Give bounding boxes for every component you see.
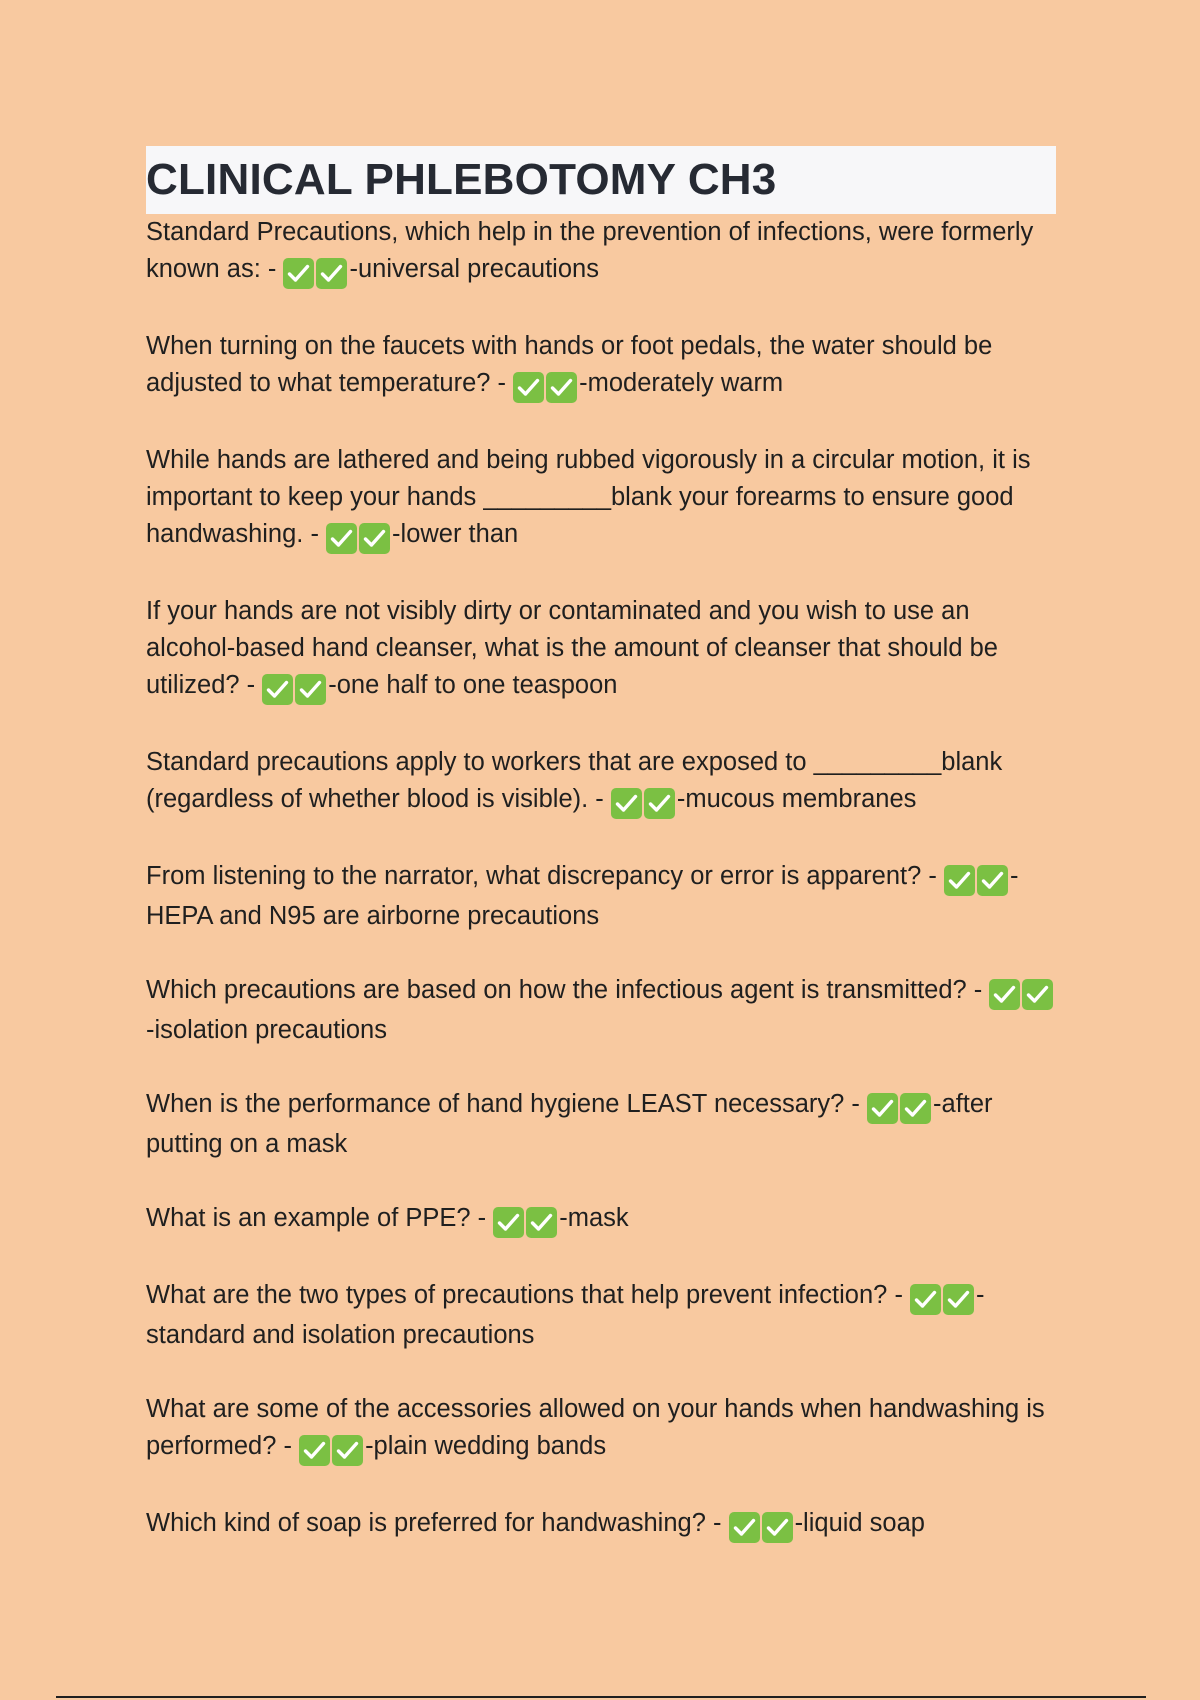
answer-marker	[867, 1089, 933, 1126]
check-mark-icon	[316, 258, 347, 289]
qa-item	[146, 1086, 1056, 1163]
title-bar	[146, 146, 1056, 214]
answer-text: -isolation precautions	[146, 1016, 387, 1044]
qa-item	[146, 1200, 1056, 1240]
answer-text: -liquid soap	[794, 1509, 925, 1537]
qa-item	[146, 972, 1056, 1049]
question-text: Standard Precautions, which help in the prevention of infections, were formerly known as: -	[146, 218, 1034, 283]
qa-item	[146, 1277, 1056, 1354]
answer-marker	[729, 1508, 795, 1545]
check-mark-icon	[283, 258, 314, 289]
check-mark-icon	[332, 1435, 363, 1466]
qa-item	[146, 214, 1056, 291]
check-mark-icon	[900, 1093, 931, 1124]
check-mark-icon	[513, 372, 544, 403]
question-text: Which kind of soap is preferred for handwashing? -	[146, 1509, 729, 1537]
question-text: From listening to the narrator, what discrepancy or error is apparent? -	[146, 862, 944, 890]
qa-item	[146, 593, 1056, 707]
answer-text: -after putting on a mask	[146, 1090, 993, 1158]
question-text: What is an example of PPE? -	[146, 1204, 494, 1232]
answer-text: -mucous membranes	[676, 785, 917, 813]
check-mark-icon	[493, 1207, 524, 1238]
answer-text: -plain wedding bands	[365, 1432, 607, 1460]
qa-item	[146, 1505, 1056, 1545]
qa-item	[146, 328, 1056, 405]
question-text: Which precautions are based on how the infectious agent is transmitted? -	[146, 976, 990, 1004]
answer-marker	[611, 784, 677, 821]
check-mark-icon	[943, 1284, 974, 1315]
check-mark-icon	[262, 674, 293, 705]
qa-item	[146, 744, 1056, 821]
check-mark-icon	[359, 523, 390, 554]
question-text: When turning on the faucets with hands or foot pedals, the water should be adjusted to what temperature? -	[146, 332, 993, 397]
question-text: What are some of the accessories allowed on your hands when handwashing is performed? -	[146, 1395, 1045, 1460]
check-mark-icon	[910, 1284, 941, 1315]
answer-text: -mask	[559, 1204, 629, 1232]
document-page	[146, 146, 1056, 1582]
check-mark-icon	[1022, 979, 1053, 1010]
check-mark-icon	[944, 865, 975, 896]
answer-text: -universal precautions	[349, 255, 599, 283]
answer-marker	[283, 254, 349, 291]
check-mark-icon	[977, 865, 1008, 896]
answer-marker	[944, 861, 1010, 898]
question-text: What are the two types of precautions that help prevent infection? -	[146, 1281, 911, 1309]
question-text: If your hands are not visibly dirty or contaminated and you wish to use an alcohol-based hand cleanser, what is the amount of cleanser that should be utilized? -	[146, 597, 998, 699]
page-title: CLINICAL PHLEBOTOMY CH3	[146, 155, 777, 204]
answer-text: -one half to one teaspoon	[328, 671, 618, 699]
answer-marker	[910, 1280, 976, 1317]
qa-list	[146, 214, 1056, 1545]
check-mark-icon	[644, 788, 675, 819]
qa-item	[146, 442, 1056, 556]
answer-marker	[989, 975, 1055, 1012]
check-mark-icon	[326, 523, 357, 554]
qa-item	[146, 858, 1056, 935]
answer-marker	[262, 670, 328, 707]
question-text: Standard precautions apply to workers that are exposed to _________blank (regardless of whether blood is visible). -	[146, 748, 1003, 813]
check-mark-icon	[867, 1093, 898, 1124]
check-mark-icon	[762, 1512, 793, 1543]
bottom-divider	[56, 1696, 1146, 1698]
question-text: While hands are lathered and being rubbed vigorously in a circular motion, it is important to keep your hands _________blank your forearms to ensure good handwashing. -	[146, 446, 1031, 548]
question-text: When is the performance of hand hygiene LEAST necessary? -	[146, 1090, 868, 1118]
check-mark-icon	[299, 1435, 330, 1466]
answer-text: -standard and isolation precautions	[146, 1281, 985, 1349]
check-mark-icon	[611, 788, 642, 819]
answer-marker	[299, 1431, 365, 1468]
check-mark-icon	[526, 1207, 557, 1238]
check-mark-icon	[729, 1512, 760, 1543]
answer-marker	[493, 1203, 559, 1240]
qa-item	[146, 1391, 1056, 1468]
answer-text: -HEPA and N95 are airborne precautions	[146, 862, 1019, 930]
answer-text: -moderately warm	[579, 369, 784, 397]
answer-text: -lower than	[392, 520, 519, 548]
check-mark-icon	[989, 979, 1020, 1010]
check-mark-icon	[546, 372, 577, 403]
answer-marker	[513, 368, 579, 405]
answer-marker	[326, 519, 392, 556]
check-mark-icon	[295, 674, 326, 705]
